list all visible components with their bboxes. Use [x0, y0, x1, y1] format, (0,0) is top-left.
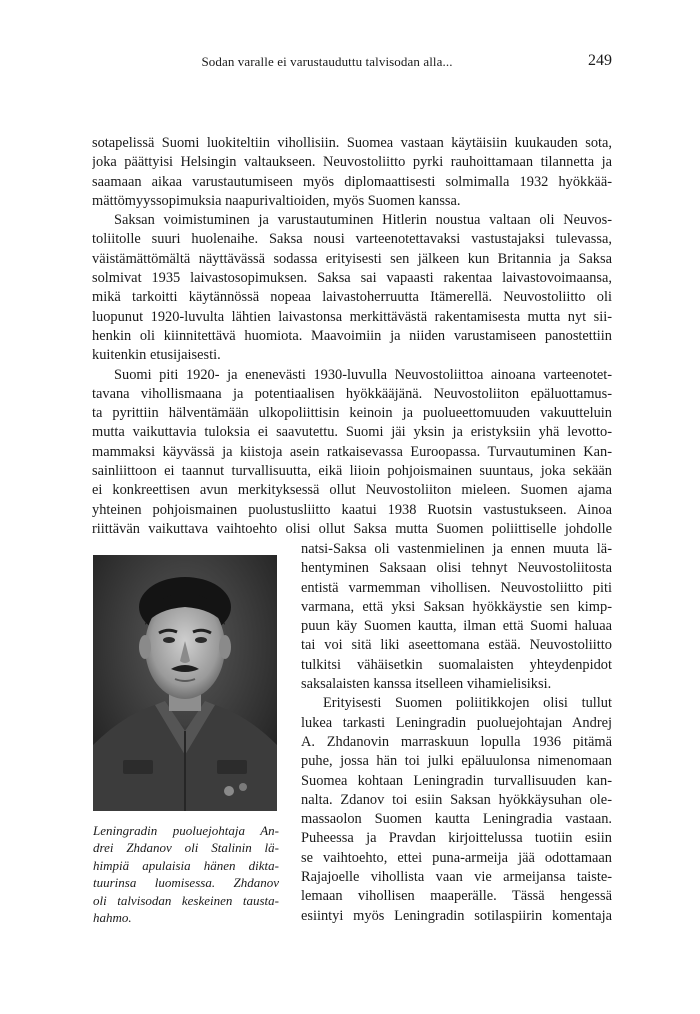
text-line: Suomi piti 1920- ja enenevästi 1930-luvulla Neuvostoliittoa ainoana varteenotet-: [114, 366, 612, 383]
page-header: [0, 52, 700, 72]
page-number: 249: [588, 52, 612, 69]
paragraph: [92, 134, 612, 211]
text-line: Erityisesti Suomen poliitikkojen olisi tullut: [323, 695, 612, 712]
text-line: tai voi sitä liki aseettomana estää. Neuvostoliitto: [301, 637, 612, 654]
text-line: lemaan vihollisen maaperälle. Tässä hengessä: [301, 888, 612, 905]
text-line: mikä tarkoitti käytännössä nopeaa laivastoherruutta Itämerellä. Neuvostoliitto oli: [92, 289, 612, 306]
text-line: joka päättyisi Helsingin valtaukseen. Neuvostoliitto pyrki rauhoittamaan tilannetta ja: [92, 154, 612, 171]
text-line: massaolon Suomen kautta Leningradia vastaan.: [301, 811, 612, 828]
wrapped-text-column: [301, 540, 612, 926]
text-line: sainliittoon ei taannut turvallisuutta, eikä liioin pohjoismainen suuntaus, joka sekään: [92, 463, 612, 480]
text-line: mammaksi käyvässä ja kiistoja asein ratkaisevassa Euroopassa. Turvautuminen Kan-: [92, 443, 612, 460]
running-head: Sodan varalle ei varustauduttu talvisodan alla...: [201, 54, 453, 69]
text-line: entistä varmemman vihollisen. Neuvostoliitto piti: [301, 579, 612, 596]
text-line: yhteinen pohjoismainen puolustusliitto kaatui 1938 Ruotsin vastustukseen. Ainoa: [92, 501, 612, 518]
text-line: ei konkreettisen avun merkityksessä ollut Neuvostoliiton mieleen. Suomen ajama: [92, 482, 612, 499]
text-line: solmivat 1935 laivastosopimuksen. Saksa sai vapaasti rakentaa laivastovoimaansa,: [92, 270, 612, 287]
text-line: hentyminen Saksaan olisi tehnyt Neuvostoliitosta: [301, 560, 612, 577]
text-line: toliitolle suuri huolenaihe. Saksa nousi varteenotettavaksi vastustajaksi tulevassa,: [92, 231, 612, 248]
text-line: se vaihtoehto, ettei puna-armeija jää odottamaan: [301, 849, 612, 866]
text-line: Rajajoelle vihollista vaan vie armeijansa taiste-: [301, 869, 612, 886]
paragraph: [92, 211, 612, 365]
text-line: mättömyyssopimuksia naapurivaltioiden, myös Suomen kanssa.: [92, 192, 461, 209]
body-text: [92, 134, 612, 539]
caption-line: tuurinsa luomisessa. Zhdanov: [93, 875, 279, 891]
text-line: saamaan aikaa varustautumiseen myös diplomaattisesti solmimalla 1932 hyökkää-: [92, 173, 612, 190]
caption-line: oli talvisodan keskeinen tausta-: [93, 892, 279, 908]
text-line: tavana vihollismaana ja potentiaalisen hyökkääjänä. Neuvostoliiton epäluottamus-: [92, 385, 612, 402]
text-line: varmana, että yksi Saksan hyökkäystie sen kimp-: [301, 598, 612, 615]
paragraph: [301, 694, 612, 926]
text-line: luopunut 1920-luvulta lähtien laivastonsa merkittävästä rakentamisesta mutta nyt sii-: [92, 308, 612, 325]
photo-caption: [93, 822, 279, 926]
text-line: ta pyrittiin hälventämään ulkopoliittisin keinoin ja puolueettomuuden vakuutteluin: [92, 405, 612, 422]
text-line: lukea tarkasti Leningradin puoluejohtajan Andrej: [301, 714, 612, 731]
caption-line: drei Zhdanov oli Stalinin lä-: [93, 840, 279, 856]
text-line: A. Zhdanovin marraskuun lopulla 1936 pitämä: [301, 733, 612, 750]
text-line: kuitenkin etusijaisesti.: [92, 347, 221, 364]
text-line: puun käy Suomen kautta, ilman että Suomi haluaa: [301, 618, 612, 635]
text-line: väistämättömältä näyttävässä sodassa erityisesti sen jälkeen kun Britannia ja Saksa: [92, 250, 612, 267]
text-line: nalta. Zdanov toi esiin Saksan hyökkäysuhan ole-: [301, 791, 612, 808]
portrait-photo: [93, 555, 277, 811]
paragraph: [301, 540, 612, 694]
portrait-image: [93, 555, 277, 811]
text-line: Puheessa ja Pravdan kirjoittelussa tuotiin esiin: [301, 830, 612, 847]
text-line: saksalaisten kanssa itselleen vihamielisiksi.: [301, 676, 552, 693]
paragraph: [92, 366, 612, 540]
text-line: henkin oli kiinnitettävä huomiota. Maavoimiin ja niiden varustamiseen panostettiin: [92, 327, 612, 344]
text-line: tulkitsi vähäisetkin suomalaisten yhteydenpidot: [301, 656, 612, 673]
text-line: sotapelissä Suomi luokiteltiin vihollisiin. Suomea vastaan käytäisiin kuukauden sota,: [92, 135, 612, 151]
caption-line: himpiä apulaisia hänen dikta-: [93, 857, 279, 873]
caption-line: Leningradin puoluejohtaja An-: [93, 823, 279, 838]
text-line: esiintyi myös Leningradin sotilaspiirin komentaja: [301, 907, 612, 924]
text-line: Saksan voimistuminen ja varustautuminen Hitlerin noustua valtaan oli Neuvos-: [114, 212, 612, 229]
caption-line: hahmo.: [93, 909, 132, 925]
text-line: mutta vaikuttavia tuloksia ei saavutettu. Suomi jäi yksin ja eristyksiin yhä levotto-: [92, 424, 612, 441]
text-line: puhe, jossa hän toi julki epäluulonsa nimenomaan: [301, 753, 612, 770]
text-line: riittävän vaikuttava vaihtoehto olisi ollut Saksa mutta Suomen poliittiselle johdolle: [92, 520, 612, 537]
text-line: Suomea kohtaan Leningradin turvallisuuden kan-: [301, 772, 612, 789]
text-line: natsi-Saksa oli vastenmielinen ja ennen muuta lä-: [301, 541, 612, 557]
